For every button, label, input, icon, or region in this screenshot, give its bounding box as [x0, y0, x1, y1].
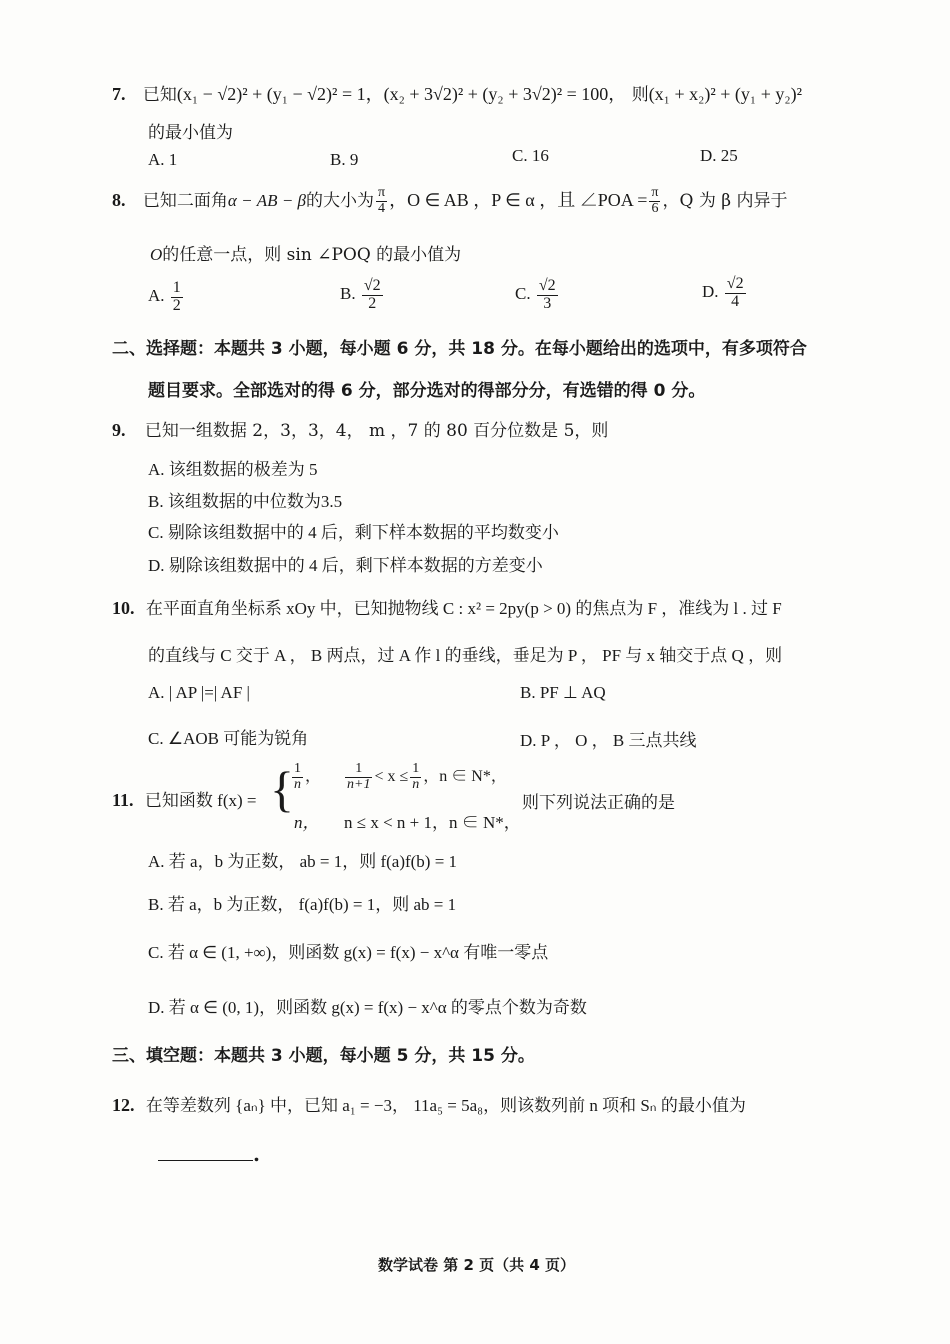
- q11-case1-ineq: < x ≤: [374, 767, 409, 785]
- q11-case1-value: $\frac{1}{n}$: [294, 761, 301, 792]
- page-footer: 数学试卷 第 2 页（共 4 页）: [378, 1256, 575, 1274]
- q9-stem: [112, 416, 608, 441]
- q9-option-c: C. 剔除该组数据中的 4 后，剩下样本数据的平均数变小: [148, 523, 559, 542]
- q8-frac-pi6: $\frac{\pi}{6}$: [651, 185, 659, 216]
- q11-case2-condition: n ≤ x < n + 1，n ∈ N*，: [344, 813, 521, 832]
- q11-case1-tail: ，n ∈ N*，: [423, 767, 507, 785]
- q9-option-d: D. 剔除该组数据中的 4 后，剩下样本数据的方差变小: [148, 556, 543, 575]
- q11-option-c: C. 若 α ∈ (1, +∞)，则函数 g(x) = f(x) − x^α 有唯一零点: [148, 943, 549, 962]
- q11-lead: 已知函数 f(x) =: [144, 791, 257, 810]
- q12-blank-period: .: [253, 1142, 260, 1166]
- q10-line1-text: 在平面直角坐标系 xOy 中，已知抛物线 C : x² = 2py(p > 0) 的焦点为 F ，准线为 l . 过 F: [145, 599, 782, 618]
- q9-number: 9.: [112, 420, 126, 440]
- q12-number: 12.: [112, 1095, 135, 1115]
- q7-option-b: B. 9: [330, 150, 359, 169]
- section2-heading-line2: 题目要求。全部选对的得 6 分，部分选对的得部分分，有选错的得 0 分。: [148, 381, 706, 401]
- q7-eq2: (x₂ + 3√2)² + (y₂ + 3√2)² = 100，: [383, 84, 627, 104]
- q8-line2-text: 的任意一点，则 sin ∠POQ 的最小值为: [162, 245, 462, 265]
- q11-case1-upper: $\frac{1}{n}$: [412, 761, 420, 792]
- q11-brace: {: [270, 761, 294, 817]
- q8-dihedral: α − AB − β: [227, 191, 307, 210]
- q7-lead: 已知: [142, 85, 177, 105]
- q11-stem-lead: [112, 786, 257, 811]
- q10-line1: [112, 594, 782, 619]
- q7-option-a: A. 1: [148, 150, 178, 169]
- q7-expr: (x₁ + x₂)² + (y₁ + y₂)²: [648, 84, 803, 104]
- q11-option-a: A. 若 a，b 为正数， ab = 1，则 f(a)f(b) = 1: [148, 852, 458, 871]
- q8-line2: [150, 240, 461, 265]
- q7-option-d: D. 25: [700, 146, 738, 165]
- q8-option-a: A. $\frac{1}{2}$: [148, 279, 181, 314]
- q10-option-a: A. | AP |=| AF |: [148, 683, 250, 702]
- q8-line1: [112, 186, 787, 217]
- q7-line1: [112, 80, 802, 106]
- q8-point-o: O: [150, 245, 163, 264]
- q8-text-a: 已知二面角: [142, 191, 228, 211]
- q8-option-d: D. $\frac{√2}{4}$: [702, 275, 744, 310]
- q8-text-d: ，O ∈ AB ，P ∈ α ，且 ∠POA =: [389, 190, 648, 210]
- q12-blank-line[interactable]: [158, 1140, 253, 1161]
- q8-number: 8.: [112, 190, 126, 210]
- q11-case1-lower: $\frac{1}{n+1}$: [347, 761, 371, 792]
- q8-option-b: B. $\frac{√2}{2}$: [340, 277, 381, 312]
- q7-line2: 的最小值为: [148, 123, 233, 143]
- q7-eq1: (x₁ − √2)² + (y₁ − √2)² = 1，: [176, 84, 384, 104]
- q9-option-b: B. 该组数据的中位数为3.5: [148, 492, 343, 511]
- q7-option-c: C. 16: [512, 146, 549, 165]
- q12-text: 在等差数列 {aₙ} 中，已知 a₁ = −3， 11a₅ = 5a₈，则该数列前 n 项和 Sₙ 的最小值为: [145, 1096, 746, 1115]
- q7-mid: 则: [631, 85, 649, 105]
- q11-number: 11.: [112, 790, 134, 810]
- q9-option-a: A. 该组数据的极差为 5: [148, 460, 318, 479]
- q8-frac-pi4: $\frac{\pi}{4}$: [378, 185, 386, 216]
- q8-text-c: 的大小为: [306, 191, 375, 211]
- q7-number: 7.: [112, 84, 126, 104]
- section3-heading: 三、填空题：本题共 3 小题，每小题 5 分，共 15 分。: [112, 1046, 535, 1066]
- q12-answer-blank[interactable]: [158, 1140, 260, 1166]
- q10-option-b: B. PF ⊥ AQ: [520, 683, 606, 702]
- q10-option-d: D. P ， O ， B 三点共线: [520, 731, 697, 750]
- q11-case2-value: n，: [294, 813, 320, 832]
- q11-option-b: B. 若 a，b 为正数， f(a)f(b) = 1，则 ab = 1: [148, 895, 457, 914]
- q10-line2: 的直线与 C 交于 A ， B 两点，过 A 作 l 的垂线，垂足为 P ， PF 与 x 轴交于点 Q ，则: [148, 646, 783, 665]
- q10-number: 10.: [112, 598, 135, 618]
- q11-case1: $\frac{1}{n}$ ， $\frac{1}{n+1}$ < x ≤ $\frac{1}{n}$ ，n ∈ N*，: [294, 761, 507, 792]
- q12-stem: [112, 1091, 746, 1116]
- q8-option-c: C. $\frac{√2}{3}$: [515, 277, 556, 312]
- q11-option-d: D. 若 α ∈ (0, 1)，则函数 g(x) = f(x) − x^α 的零点个数为奇数: [148, 998, 587, 1017]
- q10-option-c: C. ∠AOB 可能为锐角: [148, 729, 309, 748]
- q8-text-e: ，Q 为 β 内异于: [662, 191, 788, 211]
- section2-heading-line1: 二、选择题：本题共 3 小题，每小题 6 分，共 18 分。在每小题给出的选项中，有多项符合: [112, 339, 807, 359]
- q11-stem-tail: 则下列说法正确的是: [522, 793, 675, 813]
- q9-text: 已知一组数据 2，3，3，4， m ，7 的 80 百分位数是 5，则: [144, 421, 609, 441]
